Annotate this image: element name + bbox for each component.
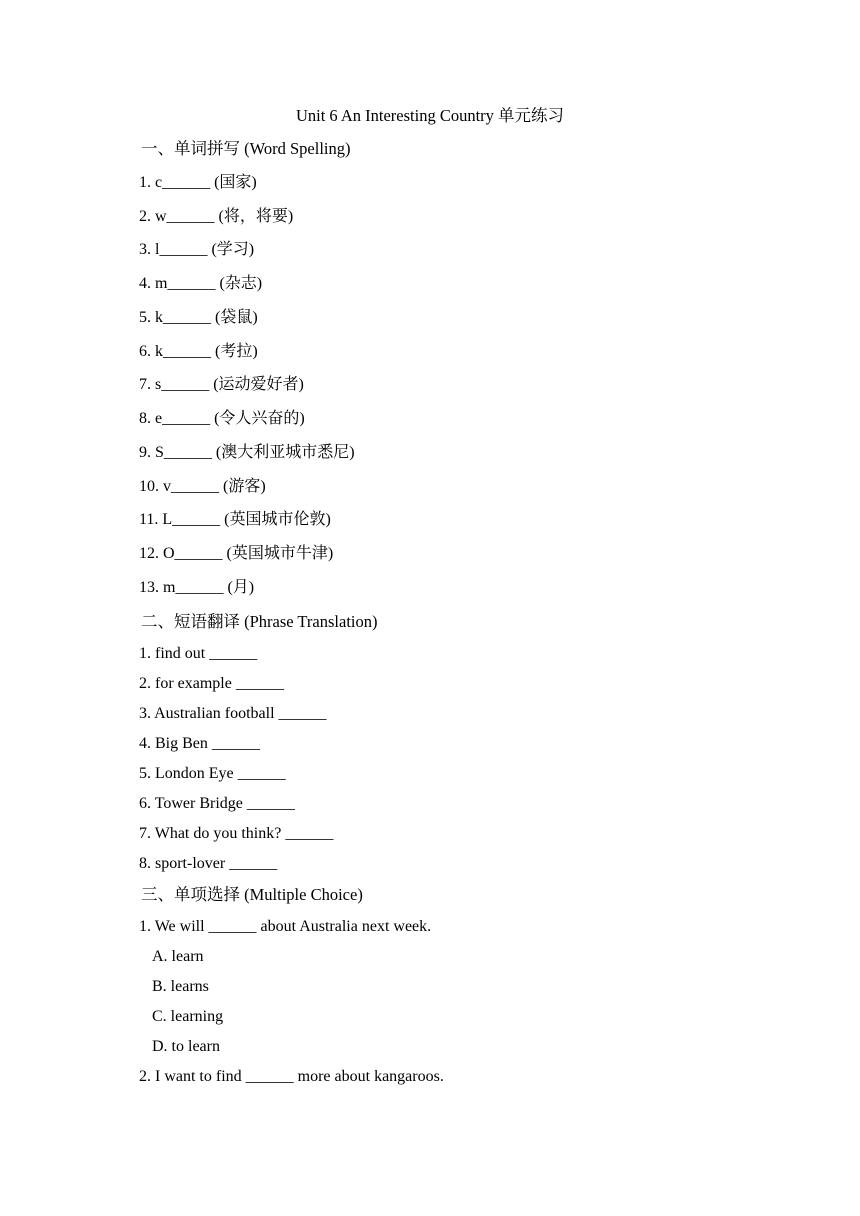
section-heading-multiple-choice: 三、单项选择 (Multiple Choice) <box>141 885 363 904</box>
spelling-item: 2. w______ (将，将要) <box>139 208 294 225</box>
spelling-item: 11. L______ (英国城市伦敦) <box>139 511 331 528</box>
phrase-item: 8. sport-lover ______ <box>139 855 278 872</box>
question-text: 1. We will ______ about Australia next week. <box>139 918 432 935</box>
phrase-item: 3. Australian football ______ <box>139 705 327 722</box>
spelling-item: 3. l______ (学习) <box>139 241 255 258</box>
phrase-item: 5. London Eye ______ <box>139 765 286 782</box>
question-text: 2. I want to find ______ more about kangaroos. <box>139 1068 444 1085</box>
spelling-item: 4. m______ (杂志) <box>139 275 263 292</box>
spelling-item: 1. c______ (国家) <box>139 174 257 191</box>
phrase-item: 2. for example ______ <box>139 675 284 692</box>
spelling-item: 10. v______ (游客) <box>139 478 266 495</box>
spelling-item: 9. S______ (澳大利亚城市悉尼) <box>139 444 355 461</box>
answer-option: D. to learn <box>152 1038 220 1055</box>
spelling-item: 5. k______ (袋鼠) <box>139 309 258 326</box>
phrase-item: 4. Big Ben ______ <box>139 735 260 752</box>
answer-option: C. learning <box>152 1008 224 1025</box>
spelling-item: 13. m______ (月) <box>139 579 255 596</box>
phrase-item: 7. What do you think? ______ <box>139 825 334 842</box>
spelling-item: 12. O______ (英国城市牛津) <box>139 545 334 562</box>
section-heading-word-spelling: 一、单词拼写 (Word Spelling) <box>141 139 351 158</box>
spelling-item: 7. s______ (运动爱好者) <box>139 376 304 393</box>
section-heading-phrase-translation: 二、短语翻译 (Phrase Translation) <box>141 612 378 631</box>
page-title: Unit 6 An Interesting Country 单元练习 <box>295 106 565 125</box>
answer-option: B. learns <box>152 978 209 995</box>
phrase-item: 6. Tower Bridge ______ <box>139 795 295 812</box>
spelling-item: 6. k______ (考拉) <box>139 343 258 360</box>
phrase-item: 1. find out ______ <box>139 645 258 662</box>
answer-option: A. learn <box>152 948 204 965</box>
spelling-item: 8. e______ (令人兴奋的) <box>139 410 305 427</box>
